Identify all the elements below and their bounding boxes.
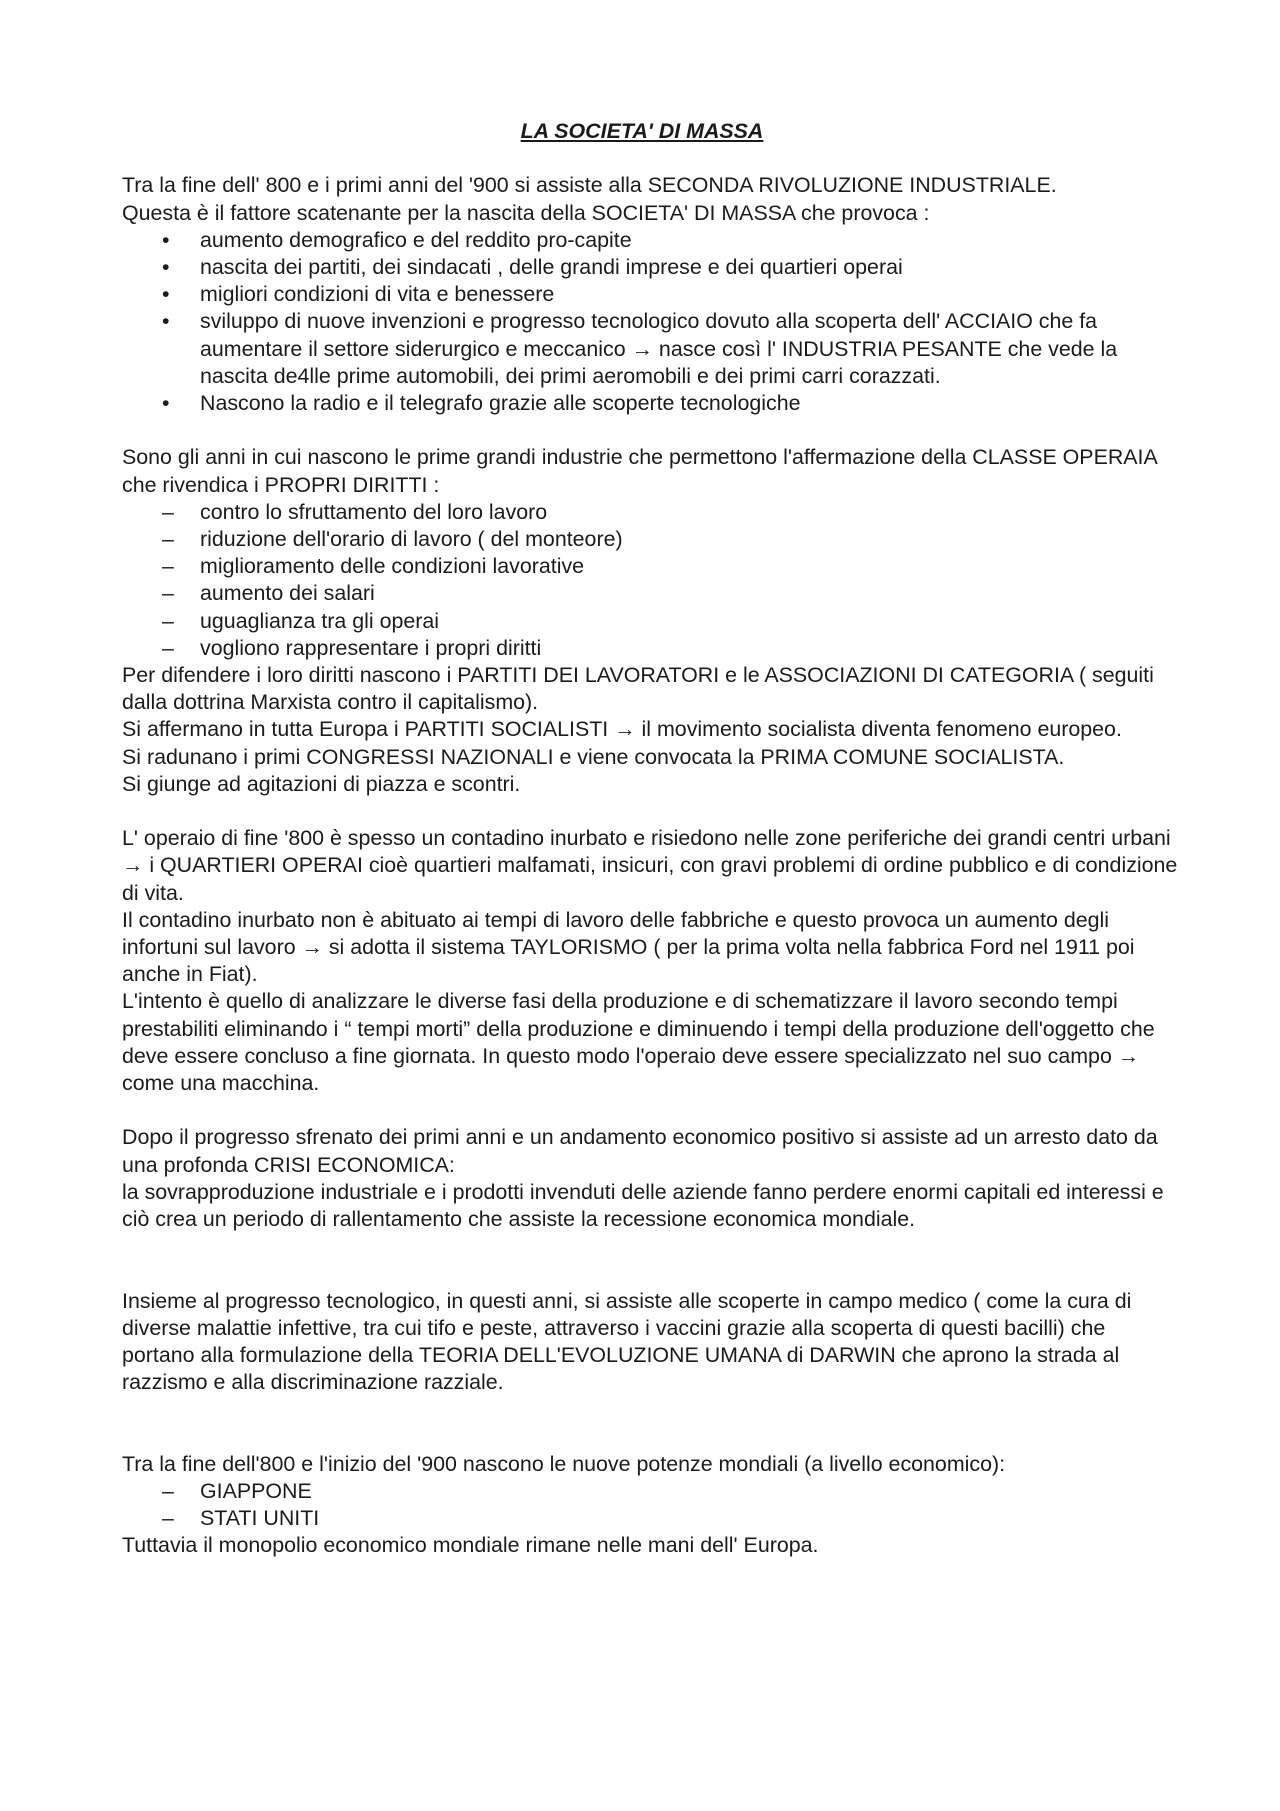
dash-marker: –	[162, 1479, 174, 1504]
parties-paragraph: Si affermano in tutta Europa i PARTITI SOCIALISTI → il movimento socialista diventa fenomeno europeo.	[122, 717, 1122, 742]
workers-paragraph: Sono gli anni in cui nascono le prime grandi industrie che permettono l'affermazione della CLASSE OPERAIA che rivendica i PROPRI DIRITTI :	[122, 445, 1157, 497]
document-page	[122, 118, 1182, 1560]
worker-life-paragraph: L' operaio di fine '800 è spesso un contadino inurbato e risiedono nelle zone periferiche dei grandi centri urbani → i QUARTIERI OPERAI cioè quartieri malfamati, insicuri, con gravi problemi di ordine pubblico e di condizione di vita.	[122, 826, 1178, 905]
list-item: – miglioramento delle condizioni lavorative	[122, 553, 1182, 580]
worker-life-paragraph: Il contadino inurbato non è abituato ai tempi di lavoro delle fabbriche e questo provoca un aumento degli infortuni sul lavoro → si adotta il sistema TAYLORISMO ( per la prima volta nella fabbrica Ford nel 1911 poi anche in Fiat).	[122, 907, 1135, 987]
parties-paragraph: Si giunge ad agitazioni di piazza e scontri.	[122, 771, 521, 796]
list-item: – riduzione dell'orario di lavoro ( del monteore)	[122, 526, 1182, 553]
crisis-paragraph: Dopo il progresso sfrenato dei primi anni e un andamento economico positivo si assiste ad un arresto dato da una profonda CRISI ECONOMICA:	[122, 1125, 1158, 1177]
medicine-paragraph: Insieme al progresso tecnologico, in questi anni, si assiste alle scoperte in campo medico ( come la cura di diverse malattie infettive, tra cui tifo e peste, attraverso i vaccini grazie alla scoperta di questi bacilli) che portano alla formulazione della TEORIA DELL'EVOLUZIONE UMANA di DARWIN che aprono la strada al razzismo e alla discriminazione razziale.	[122, 1288, 1132, 1395]
bullet-marker: •	[162, 255, 170, 279]
list-item: • nascita dei partiti, dei sindacati , delle grandi imprese e dei quartieri operai	[122, 254, 1182, 281]
spacer	[122, 417, 1182, 444]
spacer	[122, 1097, 1182, 1124]
document-title: LA SOCIETA' DI MASSA	[520, 119, 764, 143]
dash-marker: –	[162, 554, 174, 579]
spacer	[122, 1233, 1182, 1287]
parties-paragraph: Si radunano i primi CONGRESSI NAZIONALI e viene convocata la PRIMA COMUNE SOCIALISTA.	[122, 744, 1065, 769]
powers-list	[122, 1478, 1182, 1532]
parties-paragraph: Per difendere i loro diritti nascono i PARTITI DEI LAVORATORI e le ASSOCIAZIONI DI CATEGORIA ( seguiti dalla dottrina Marxista contro il capitalismo).	[122, 663, 1154, 715]
intro-paragraph: Questa è il fattore scatenante per la nascita della SOCIETA' DI MASSA che provoca :	[122, 200, 930, 225]
conclusion-paragraph: Tuttavia il monopolio economico mondiale rimane nelle mani dell' Europa.	[122, 1533, 819, 1558]
dash-marker: –	[162, 581, 174, 606]
powers-paragraph: Tra la fine dell'800 e l'inizio del '900 nascono le nuove potenze mondiali (a livello economico):	[122, 1451, 1006, 1476]
dash-marker: –	[162, 608, 174, 633]
bullet-marker: •	[162, 309, 170, 334]
consequences-list	[122, 227, 1182, 417]
dash-marker: –	[162, 635, 174, 660]
spacer	[122, 1396, 1182, 1450]
dash-marker: –	[162, 527, 174, 552]
list-item: • aumento demografico e del reddito pro-capite	[122, 227, 1182, 254]
intro-paragraph: Tra la fine dell' 800 e i primi anni del '900 si assiste alla SECONDA RIVOLUZIONE INDUSTRIALE.	[122, 173, 1057, 198]
dash-marker: –	[162, 499, 174, 524]
bullet-marker: •	[162, 282, 170, 307]
list-item: – vogliono rappresentare i propri diritti	[122, 635, 1182, 662]
list-item: – aumento dei salari	[122, 580, 1182, 607]
list-item: • sviluppo di nuove invenzioni e progresso tecnologico dovuto alla scoperta dell' ACCIAIO che fa aumentare il settore siderurgico e meccanico → nasce così l' INDUSTRIA PESANTE che vede la nascita de4lle prime automobili, dei primi aeromobili e dei primi carri corazzati.	[162, 309, 1118, 388]
rights-list	[122, 499, 1182, 662]
bullet-marker: •	[162, 391, 170, 416]
list-item: – STATI UNITI	[122, 1505, 1182, 1532]
crisis-paragraph: la sovrapproduzione industriale e i prodotti invenduti delle aziende fanno perdere enormi capitali ed interessi e ciò crea un periodo di rallentamento che assiste la recessione economica mondiale.	[122, 1179, 1164, 1232]
list-item: • migliori condizioni di vita e benessere	[122, 281, 1182, 308]
dash-marker: –	[162, 1506, 174, 1531]
bullet-marker: •	[162, 227, 170, 252]
list-item: – contro lo sfruttamento del loro lavoro	[122, 499, 1182, 526]
list-item: – GIAPPONE	[122, 1478, 1182, 1505]
spacer	[122, 798, 1182, 825]
worker-life-paragraph: L'intento è quello di analizzare le diverse fasi della produzione e di schematizzare il lavoro secondo tempi prestabiliti eliminando i “ tempi morti” della produzione e diminuendo i tempi della produzione dell'oggetto che deve essere concluso a fine giornata. In questo modo l'operaio deve essere specializzato nel suo campo → come una macchina.	[122, 989, 1155, 1096]
list-item: – uguaglianza tra gli operai	[122, 608, 1182, 635]
list-item: • Nascono la radio e il telegrafo grazie alle scoperte tecnologiche	[122, 390, 1182, 417]
